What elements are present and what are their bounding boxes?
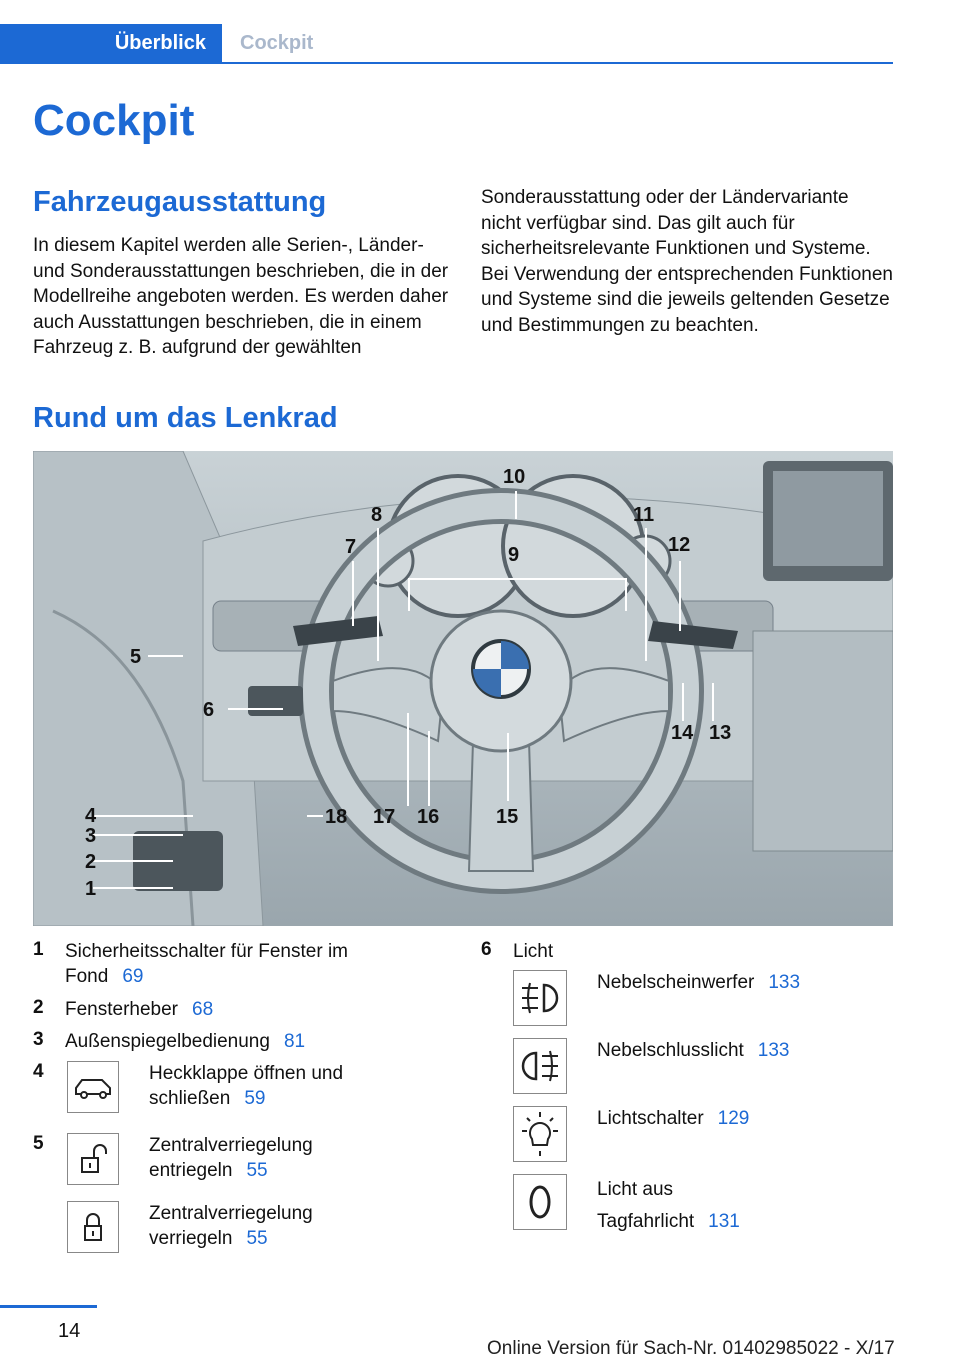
lock-icon bbox=[67, 1201, 119, 1253]
callout-5: 5 bbox=[130, 646, 142, 668]
callout-1: 1 bbox=[85, 878, 97, 900]
callout-16: 16 bbox=[417, 806, 440, 828]
legend-text: Sicherheitsschalter für Fenster im Fond bbox=[65, 941, 348, 987]
page-link[interactable]: 81 bbox=[283, 1031, 306, 1052]
legend-text: Außenspiegelbedienung bbox=[65, 1031, 270, 1052]
intro-paragraph-col1: In diesem Kapitel werden alle Serien-, Länder- und Sonderausstattungen beschrieben, die in der Modellreihe angeboten werden. Es werden daher auch Ausstattungen beschrieben, die in einem Fahrzeug z. B. aufgrund der gewählten bbox=[33, 235, 449, 358]
front-fog-light-icon bbox=[513, 970, 567, 1026]
chapter-tabs bbox=[0, 24, 893, 64]
callout-11: 11 bbox=[633, 504, 655, 526]
tab-cockpit[interactable]: Cockpit bbox=[240, 31, 314, 54]
callout-10: 10 bbox=[503, 466, 526, 488]
section-title-fahrzeugausstattung: Fahrzeugausstattung bbox=[33, 186, 327, 218]
callout-7: 7 bbox=[345, 536, 357, 558]
callout-9: 9 bbox=[508, 544, 520, 566]
callout-12: 12 bbox=[668, 534, 691, 556]
legend-text: Nebelschlusslicht bbox=[597, 1040, 744, 1061]
callout-14: 14 bbox=[671, 722, 694, 744]
callout-4: 4 bbox=[85, 805, 97, 827]
tailgate-icon bbox=[67, 1061, 119, 1113]
callout-3: 3 bbox=[85, 825, 97, 847]
section-title-lenkrad: Rund um das Lenkrad bbox=[33, 402, 338, 434]
page-link[interactable]: 69 bbox=[122, 966, 144, 987]
page-link[interactable]: 133 bbox=[768, 972, 801, 993]
page-link[interactable]: 129 bbox=[717, 1108, 750, 1129]
callout-2: 2 bbox=[85, 851, 97, 873]
callout-18: 18 bbox=[325, 806, 348, 828]
page-link[interactable]: 131 bbox=[708, 1211, 740, 1232]
page-link[interactable]: 55 bbox=[246, 1228, 268, 1249]
legend-number: 6 bbox=[481, 939, 492, 960]
rear-fog-light-icon bbox=[513, 1038, 567, 1094]
legend-text: Lichtschalter bbox=[597, 1108, 704, 1129]
legend-text: Fensterheber bbox=[65, 999, 179, 1020]
page-link[interactable]: 68 bbox=[192, 999, 214, 1020]
legend-number: 1 bbox=[33, 939, 44, 960]
legend-number: 4 bbox=[33, 1061, 44, 1082]
legend-number: 5 bbox=[33, 1133, 44, 1154]
legend-text: Licht bbox=[513, 941, 554, 962]
online-version-note: Online Version für Sach-Nr. 01402985022 - X/17 bbox=[487, 1338, 895, 1359]
page-link[interactable]: 55 bbox=[246, 1160, 268, 1181]
legend-text: Licht aus bbox=[597, 1179, 674, 1200]
callout-17: 17 bbox=[373, 806, 396, 828]
callout-15: 15 bbox=[496, 806, 519, 828]
unlock-icon bbox=[67, 1133, 119, 1185]
page-title: Cockpit bbox=[33, 96, 195, 145]
legend-number: 2 bbox=[33, 997, 44, 1018]
callout-13: 13 bbox=[709, 722, 732, 744]
cockpit-illustration bbox=[33, 451, 893, 926]
callout-6: 6 bbox=[203, 699, 215, 721]
legend-text: Heckklappe öffnen und schließen bbox=[149, 1063, 344, 1109]
tab-ueberblick[interactable]: Überblick bbox=[0, 24, 222, 62]
legend-text: Zentralverriegelung entriegeln bbox=[149, 1135, 313, 1181]
page-number: 14 bbox=[58, 1320, 81, 1342]
legend-number: 3 bbox=[33, 1029, 44, 1050]
legend-text: Nebelscheinwerfer bbox=[597, 972, 755, 993]
callout-8: 8 bbox=[371, 504, 383, 526]
light-off-icon bbox=[513, 1174, 567, 1230]
page-link[interactable]: 133 bbox=[757, 1040, 790, 1061]
footer-rule bbox=[0, 1305, 97, 1308]
legend-text-2: Tagfahrlicht bbox=[597, 1211, 695, 1232]
legend-text: Zentralverriegelung verriegeln bbox=[149, 1203, 313, 1249]
intro-paragraph-col2: Sonderausstattung oder der Ländervariante nicht verfügbar sind. Das gilt auch für sicherheitsrelevante Funktionen und Systeme. Bei Verwendung der entsprechenden Funktionen und Systeme sind die jeweils geltenden Gesetze und Bestimmungen zu beachten. bbox=[481, 187, 893, 336]
light-switch-icon bbox=[513, 1106, 567, 1162]
page-link[interactable]: 59 bbox=[244, 1088, 266, 1109]
